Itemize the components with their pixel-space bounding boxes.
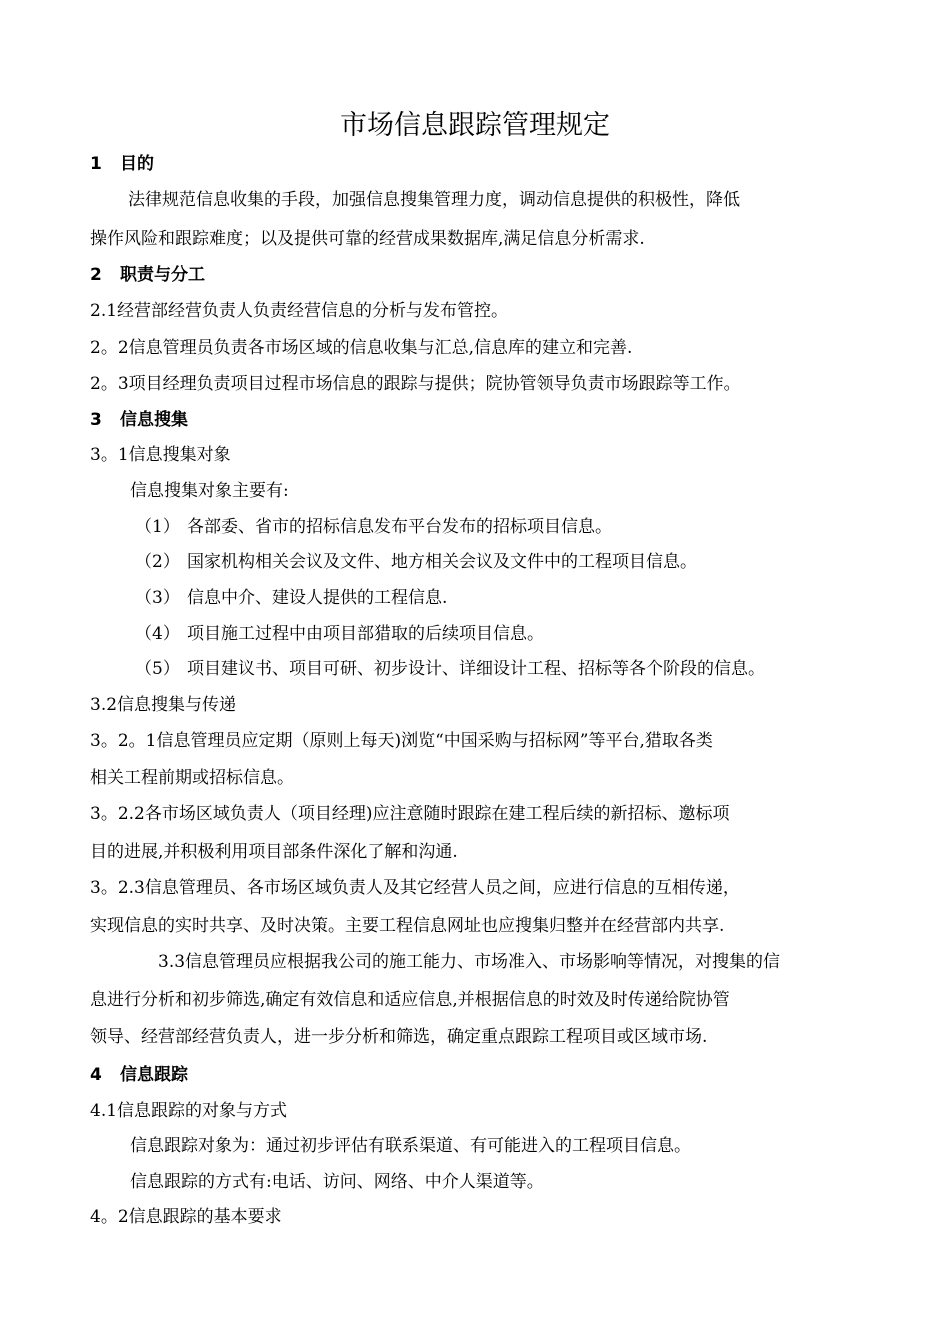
- section-4-heading: [90, 1063, 188, 1087]
- paragraph-line: 法律规范信息收集的手段，加强信息搜集管理力度，调动信息提供的积极性，降低: [128, 190, 740, 210]
- section-title: 职责与分工: [120, 265, 205, 285]
- clause-line: 2。3项目经理负责项目过程市场信息的跟踪与提供；院协管领导负责市场跟踪等工作。: [90, 374, 741, 394]
- paragraph-line: 信息跟踪对象为：通过初步评估有联系渠道、有可能进入的工程项目信息。: [130, 1136, 691, 1156]
- section-number: 3: [90, 410, 102, 430]
- list-item-number: （3）: [135, 588, 180, 608]
- list-item-text: 项目施工过程中由项目部猎取的后续项目信息。: [187, 624, 544, 644]
- clause-line: 2。2信息管理员负责各市场区域的信息收集与汇总,信息库的建立和完善.: [90, 338, 633, 358]
- list-item-number: （2）: [135, 552, 180, 572]
- section-number: 2: [90, 265, 102, 285]
- list-item-number: （4）: [135, 624, 180, 644]
- paragraph-line: 信息搜集对象主要有:: [130, 481, 289, 501]
- paragraph-line: 3.3信息管理员应根据我公司的施工能力、市场准入、市场影响等情况，对搜集的信: [158, 952, 781, 972]
- paragraph-line: 相关工程前期或招标信息。: [90, 768, 294, 788]
- subsection-heading: 3。1信息搜集对象: [90, 445, 231, 465]
- list-item: [135, 515, 612, 539]
- list-item: [135, 586, 447, 610]
- section-number: 1: [90, 154, 102, 174]
- clause-line: 2.1经营部经营负责人负责经营信息的分析与发布管控。: [90, 301, 509, 321]
- subsection-heading: 4.1信息跟踪的对象与方式: [90, 1101, 288, 1121]
- paragraph-line: 3。2。1信息管理员应定期（原则上每天)浏览“中国采购与招标网”等平台,猎取各类: [90, 731, 713, 751]
- list-item: [135, 657, 765, 681]
- section-1-heading: [90, 152, 154, 176]
- list-item-text: 项目建议书、项目可研、初步设计、详细设计工程、招标等各个阶段的信息。: [187, 659, 765, 679]
- paragraph-line: 领导、经营部经营负责人，进一步分析和筛选，确定重点跟踪工程项目或区域市场.: [90, 1027, 708, 1047]
- paragraph-line: 实现信息的实时共享、及时决策。主要工程信息网址也应搜集归整并在经营部内共享.: [90, 916, 725, 936]
- list-item-text: 各部委、省市的招标信息发布平台发布的招标项目信息。: [187, 517, 612, 537]
- paragraph-line: 3。2.2各市场区域负责人（项目经理)应注意随时跟踪在建工程后续的新招标、邀标项: [90, 804, 730, 824]
- list-item-number: （1）: [135, 517, 180, 537]
- list-item: [135, 622, 544, 646]
- subsection-heading: 4。2信息跟踪的基本要求: [90, 1207, 282, 1227]
- section-number: 4: [90, 1065, 102, 1085]
- subsection-heading: 3.2信息搜集与传递: [90, 695, 237, 715]
- document-title: 市场信息跟踪管理规定: [340, 110, 610, 141]
- section-2-heading: [90, 263, 205, 287]
- list-item-text: 信息中介、建设人提供的工程信息.: [187, 588, 448, 608]
- paragraph-line: 3。2.3信息管理员、各市场区域负责人及其它经营人员之间，应进行信息的互相传递，: [90, 878, 740, 898]
- paragraph-line: 息进行分析和初步筛选,确定有效信息和适应信息,并根据信息的时效及时传递给院协管: [90, 990, 730, 1010]
- section-title: 目的: [120, 154, 154, 174]
- list-item-text: 国家机构相关会议及文件、地方相关会议及文件中的工程项目信息。: [187, 552, 697, 572]
- section-3-heading: [90, 408, 188, 432]
- list-item: [135, 550, 697, 574]
- paragraph-line: 信息跟踪的方式有:电话、访问、网络、中介人渠道等。: [130, 1172, 544, 1192]
- section-title: 信息搜集: [120, 410, 188, 430]
- paragraph-line: 操作风险和跟踪难度；以及提供可靠的经营成果数据库,满足信息分析需求.: [90, 229, 645, 249]
- paragraph-line: 目的进展,并积极利用项目部条件深化了解和沟通.: [90, 842, 458, 862]
- list-item-number: （5）: [135, 659, 180, 679]
- section-title: 信息跟踪: [120, 1065, 188, 1085]
